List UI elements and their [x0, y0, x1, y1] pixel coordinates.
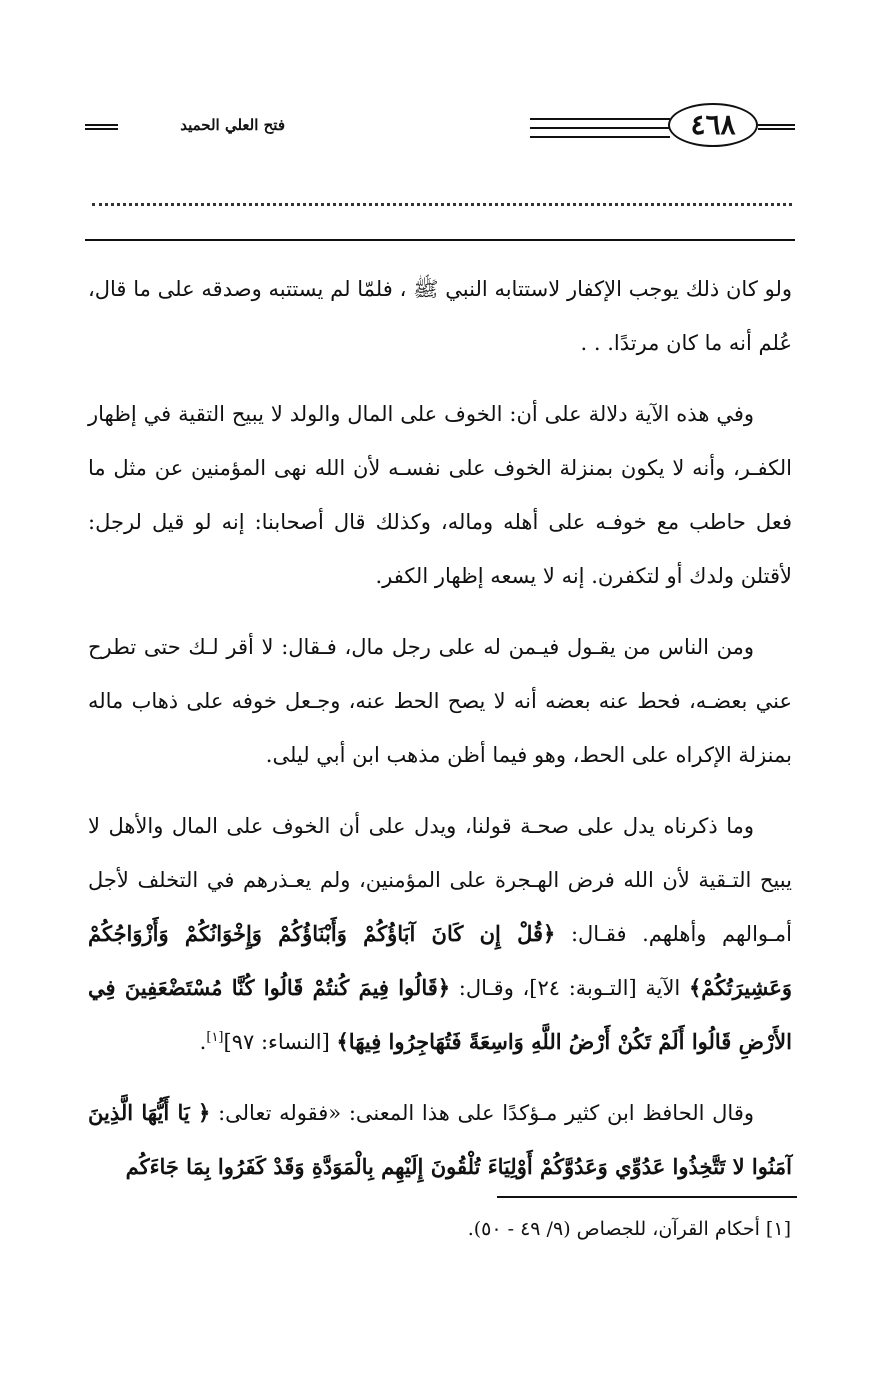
quran-verse: ﴿ يَا أَيُّهَا الَّذِينَ آمَنُوا لا تَتَّخِذُوا عَدُوِّي وَعَدُوَّكُمْ أَوْلِيَاءَ تُلْقُونَ إِلَيْهِم بِالْمَوَدَّةِ وَقَدْ كَفَرُوا بِمَا جَاءَكُم — [88, 1100, 792, 1179]
paragraph-text: وقال الحافظ ابن كثير مـؤكدًا على هذا المعنى: «فقوله تعالى: — [218, 1101, 755, 1125]
paragraph — [88, 799, 792, 1069]
header-title-rule — [85, 124, 118, 130]
dotted-divider — [92, 203, 792, 206]
quran-verse: ﴿قُلْ إِن كَانَ آبَاؤُكُمْ وَأَبْنَاؤُكُمْ وَإِخْوَانُكُمْ وَأَزْوَاجُكُمْ وَعَشِيرَتُكُمْ﴾ — [88, 921, 792, 1000]
footnote: [١] أحكام القرآن، للجصاص (٩/ ٤٩ - ٥٠). — [467, 1218, 791, 1240]
paragraph: وفي هذه الآية دلالة على أن: الخوف على المال والولد لا يبيح التقية في إظهار الكفـر، وأنه لا يكون بمنزلة الخوف على نفسـه لأن الله نهى المؤمنين عن مثل ما فعل حاطب مع خوفـه على أهله وماله، وكذلك قال أصحابنا: إنه لو قيل لرجل: لأقتلن ولدك أو لتكفرن. إنه لا يسعه إظهار الكفر. — [88, 402, 792, 588]
page-number: ٤٦٨ — [690, 108, 736, 141]
header-rule — [530, 136, 670, 138]
paragraph-text: وما ذكرناه يدل على صحـة قولنا، ويدل على أن الخوف على المال والأهل لا يبيح التـقية لأن الله فرض الهـجرة على المؤمنين، ولم يعـذرهم في التخلف لأجل أمـوالهم وأهلهم. فقـال: — [88, 814, 792, 946]
book-title: فتح العلي الحميد — [180, 116, 285, 134]
paragraph-end: . — [199, 1030, 207, 1054]
paragraph: ولو كان ذلك يوجب الإكفار لاستتابه النبي ﷺ ، فلمّا لم يستتبه وصدقه على ما قال، عُلم أنه ما كان مرتدًا. . . — [88, 277, 792, 355]
paragraph-text: الآية [التـوبة: ٢٤]، وقـال: — [458, 976, 681, 1000]
quran-verse: ﴿قَالُوا فِيمَ كُنتُمْ قَالُوا كُنَّا مُسْتَضْعَفِينَ فِي الأَرْضِ قَالُوا أَلَمْ تَكُنْ أَرْضُ اللَّهِ وَاسِعَةً فَتُهَاجِرُوا فِيهَا﴾ — [88, 975, 792, 1054]
header-rule — [530, 118, 670, 120]
header-rule — [530, 127, 670, 129]
verse-reference: [النساء: ٩٧] — [223, 1030, 330, 1054]
page-number-oval — [668, 103, 758, 147]
paragraph: ومن الناس من يقـول فيـمن له على رجل مال، فـقال: لا أقر لـك حتى تطرح عني بعضـه، فحط عنه بعضه أنه لا يصح الحط عنه، وجـعل خوفه على ذهاب ماله بمنزلة الإكراه على الحط، وهو فيما أظن مذهب ابن أبي ليلى. — [88, 635, 792, 767]
header-rule — [758, 124, 795, 130]
page-header — [85, 100, 795, 160]
main-text — [88, 262, 792, 1211]
footnote-divider — [497, 1196, 797, 1198]
footnote-ref: [١] — [206, 1030, 224, 1045]
paragraph — [88, 1086, 792, 1194]
header-divider — [85, 239, 795, 241]
